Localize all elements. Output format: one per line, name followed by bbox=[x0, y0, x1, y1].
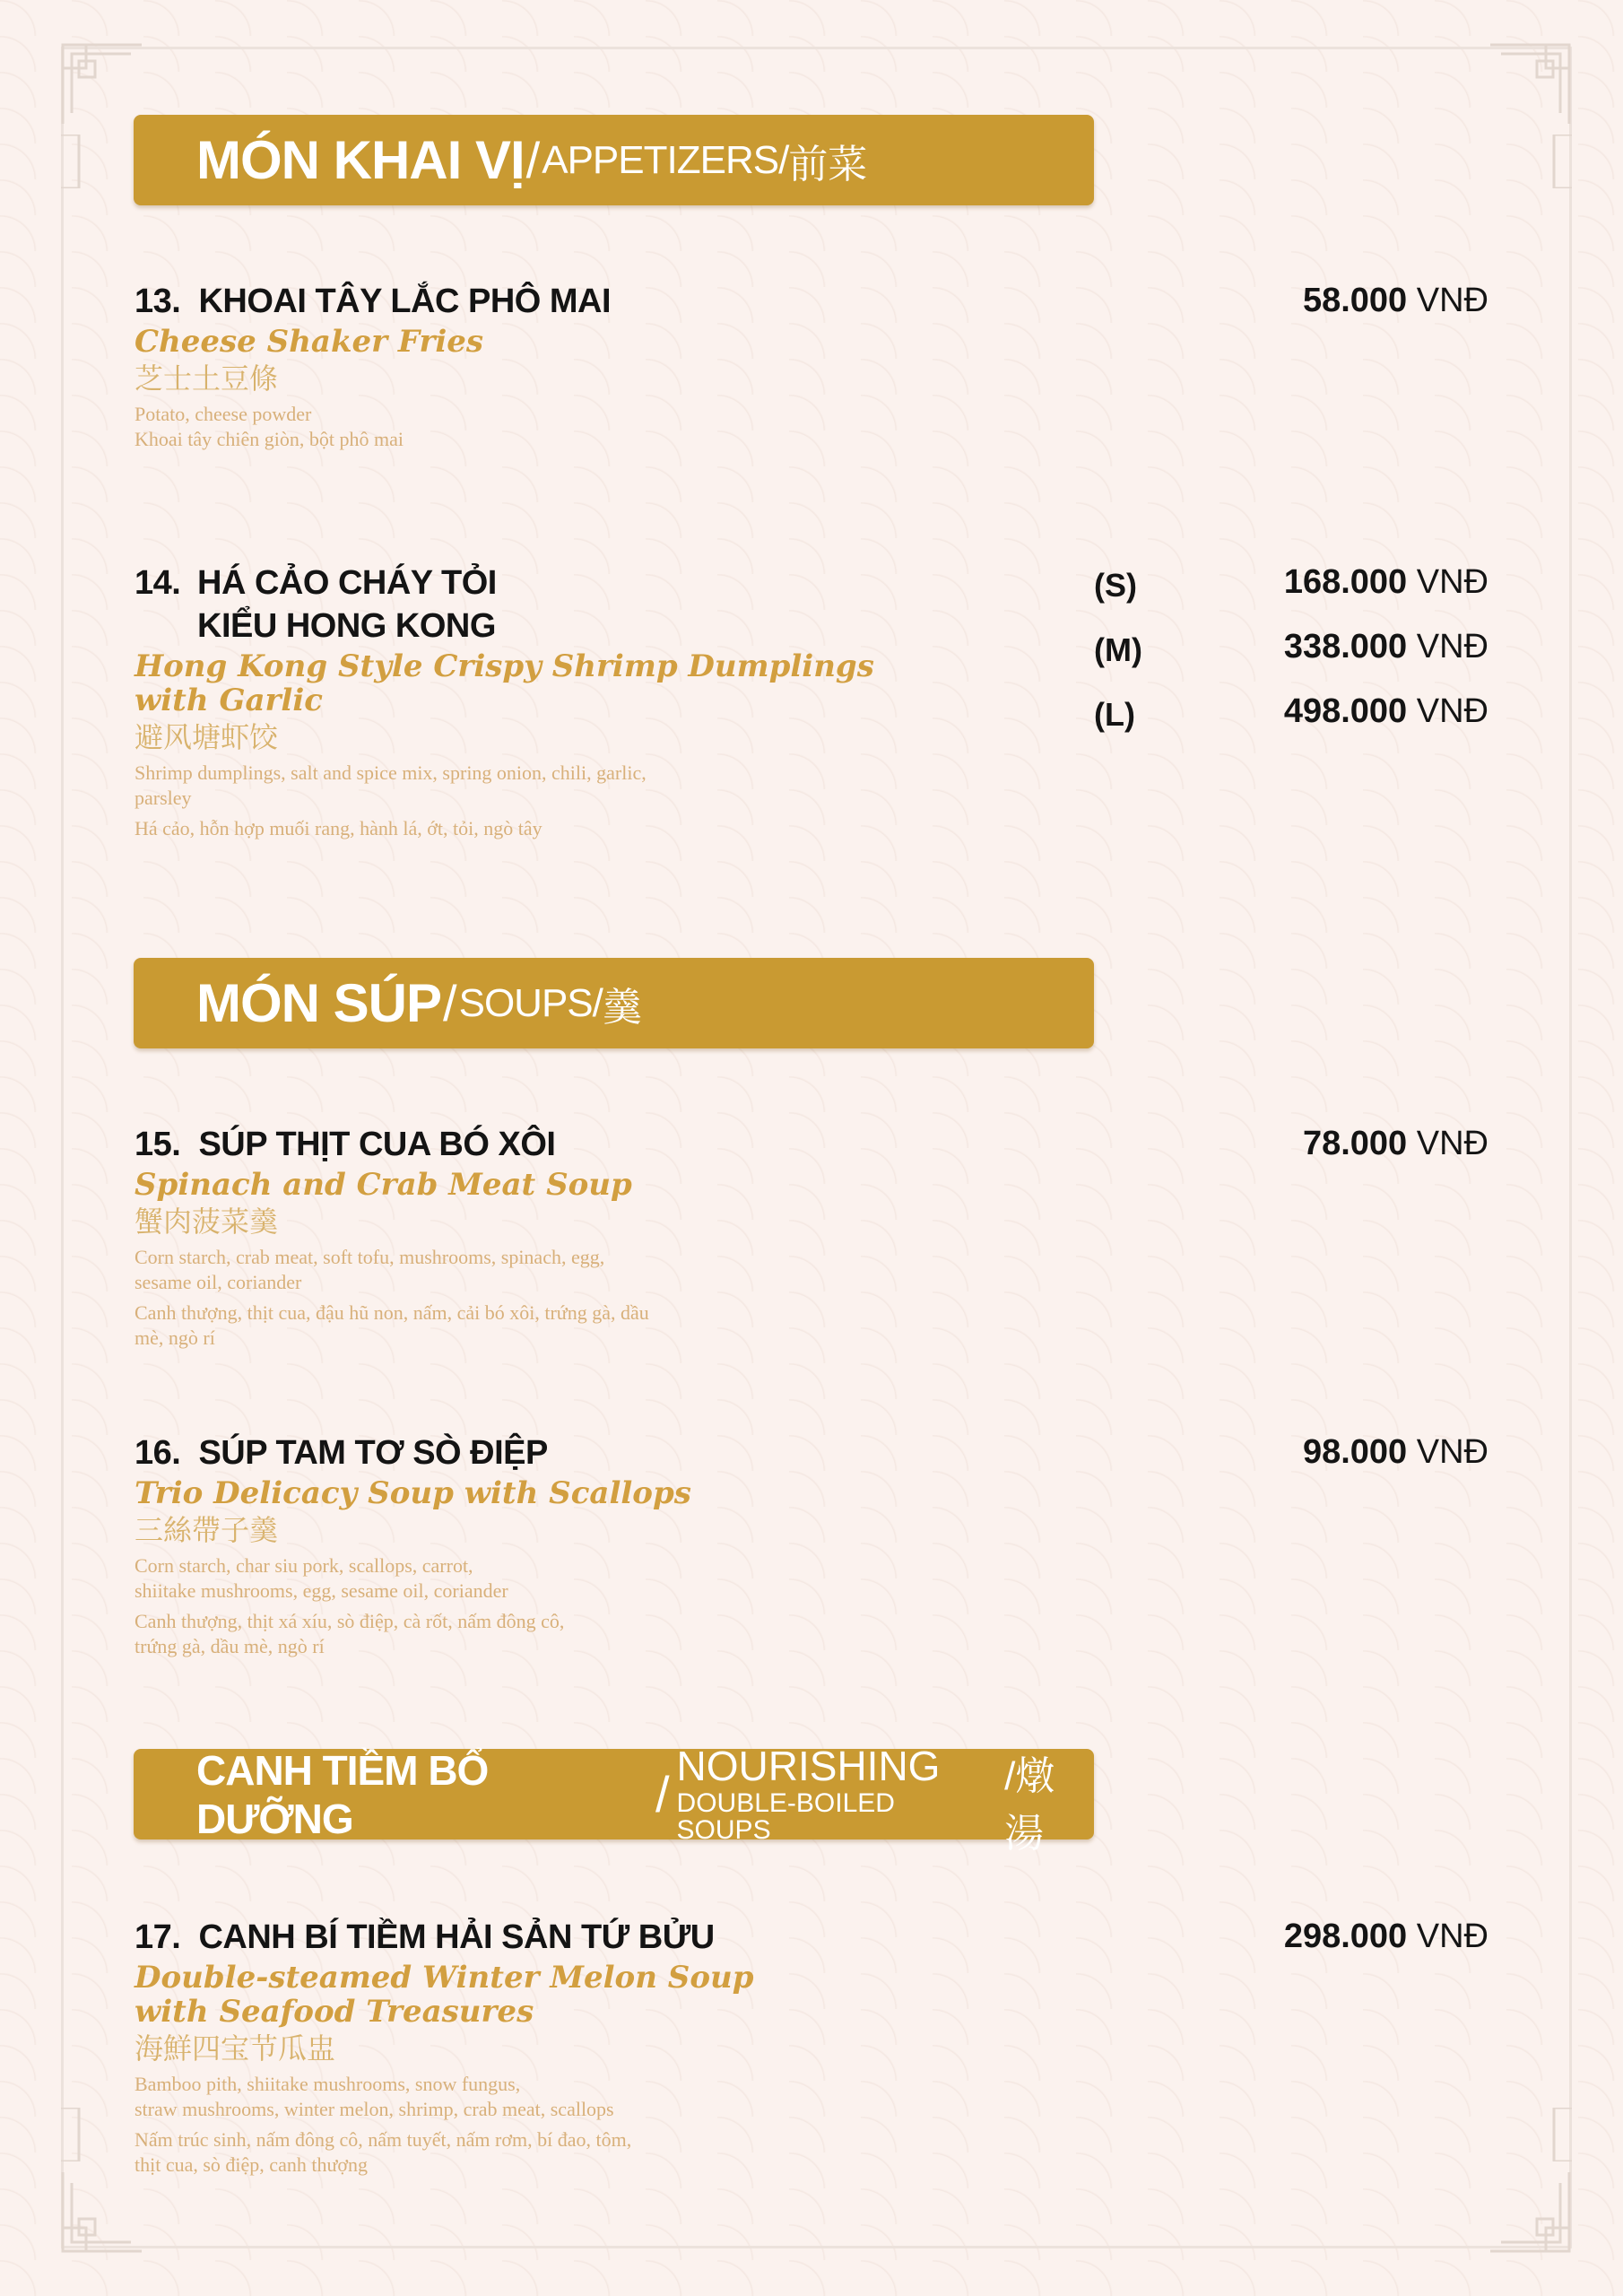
dish-description-vn: Canh thượng, thịt xá xíu, sò điệp, cà rốt, nấm đông cô, trứng gà, dầu mè, ngò rí bbox=[135, 1610, 565, 1657]
section-banner-nourishing bbox=[134, 1742, 1094, 1856]
section-title-zh: 前菜 bbox=[788, 142, 868, 187]
corner-ornament-icon bbox=[59, 2169, 145, 2255]
dish-description-en: Corn starch, crab meat, soft tofu, mushrooms, spinach, egg, sesame oil, coriander bbox=[135, 1246, 605, 1293]
dish-name: HÁ CẢO CHÁY TỎI KIỂU HONG KONG bbox=[197, 564, 497, 645]
price-amount: 168.000 bbox=[1283, 563, 1408, 601]
dish-name: SÚP TAM TƠ SÒ ĐIỆP bbox=[198, 1434, 548, 1472]
dish-description-vn: Khoai tây chiên giòn, bột phô mai bbox=[135, 428, 404, 450]
dish-name-zh: 蟹肉菠菜羹 bbox=[135, 1205, 279, 1238]
price-currency: VNĐ bbox=[1416, 1433, 1488, 1471]
section-separator: / bbox=[592, 980, 603, 1025]
price-14-l bbox=[1284, 692, 1488, 731]
dish-name-vn bbox=[135, 280, 1497, 323]
price-14-s bbox=[1284, 563, 1488, 602]
price-currency: VNĐ bbox=[1416, 563, 1488, 601]
size-label-m: (M) bbox=[1094, 631, 1142, 668]
price-13 bbox=[1303, 282, 1488, 320]
price-amount: 98.000 bbox=[1302, 1433, 1408, 1471]
dish-description-en: Shrimp dumplings, salt and spice mix, spring onion, chili, garlic, parsley bbox=[135, 761, 647, 809]
dish-name-en: Cheese Shaker Fries bbox=[135, 324, 484, 360]
price-currency: VNĐ bbox=[1416, 1918, 1488, 1955]
dish-name-vn bbox=[135, 1431, 1497, 1474]
side-notch-icon bbox=[1545, 2108, 1572, 2161]
section-title-vn: MÓN KHAI VỊ bbox=[196, 130, 525, 190]
corner-ornament-icon bbox=[1487, 41, 1573, 127]
section-title-vn: MÓN SÚP bbox=[196, 973, 442, 1033]
dish-name-en: Hong Kong Style Crispy Shrimp Dumplings with Garlic bbox=[135, 648, 874, 718]
menu-item-13 bbox=[135, 280, 1497, 452]
section-separator: / bbox=[525, 132, 541, 188]
section-banner-appetizers bbox=[134, 115, 1094, 205]
price-currency: VNĐ bbox=[1416, 628, 1488, 665]
dish-description-en: Potato, cheese powder bbox=[135, 403, 312, 425]
section-title-en-line2: DOUBLE-BOILED SOUPS bbox=[676, 1787, 895, 1845]
dish-name-en: Double-steamed Winter Melon Soup with Seafood Treasures bbox=[135, 1960, 754, 2030]
price-amount: 338.000 bbox=[1283, 628, 1408, 665]
price-amount: 78.000 bbox=[1302, 1125, 1408, 1162]
section-title-en: SOUPS bbox=[458, 980, 593, 1025]
price-amount: 498.000 bbox=[1283, 692, 1408, 730]
corner-ornament-icon bbox=[59, 41, 145, 127]
dish-name: CANH BÍ TIỀM HẢI SẢN TỨ BỬU bbox=[198, 1918, 715, 1956]
price-17 bbox=[1284, 1918, 1488, 1956]
dish-name-zh: 三絲帶子羹 bbox=[135, 1514, 279, 1546]
section-separator: / bbox=[778, 137, 789, 182]
dish-name-en: Spinach and Crab Meat Soup bbox=[135, 1167, 632, 1203]
dish-name-zh: 避风塘虾饺 bbox=[135, 721, 279, 753]
size-label-l: (L) bbox=[1094, 696, 1135, 733]
size-label-s: (S) bbox=[1094, 567, 1137, 604]
section-banner-soups bbox=[134, 958, 1094, 1048]
price-currency: VNĐ bbox=[1416, 1125, 1488, 1162]
price-amount: 298.000 bbox=[1283, 1918, 1408, 1955]
dish-number: 16. bbox=[135, 1434, 181, 1472]
dish-name: SÚP THỊT CUA BÓ XÔI bbox=[198, 1126, 556, 1163]
dish-description-vn: Nấm trúc sinh, nấm đông cô, nấm tuyết, nấm rơm, bí đao, tôm, thịt cua, sò điệp, canh thượng bbox=[135, 2128, 632, 2176]
dish-name-zh: 海鮮四宝节瓜盅 bbox=[135, 2032, 336, 2065]
dish-name-vn bbox=[135, 1123, 1497, 1166]
section-separator: / bbox=[655, 1766, 670, 1822]
dish-description-vn: Há cảo, hỗn hợp muối rang, hành lá, ớt, tỏi, ngò tây bbox=[135, 817, 542, 839]
dish-description-en: Corn starch, char siu pork, scallops, carrot, shiitake mushrooms, egg, sesame oil, coriander bbox=[135, 1554, 508, 1602]
section-separator: / bbox=[443, 975, 457, 1031]
price-16 bbox=[1303, 1433, 1488, 1472]
corner-ornament-icon bbox=[1487, 2169, 1573, 2255]
dish-name: KHOAI TÂY LẮC PHÔ MAI bbox=[198, 283, 612, 320]
dish-description-vn: Canh thượng, thịt cua, đậu hũ non, nấm, cải bó xôi, trứng gà, dầu mè, ngò rí bbox=[135, 1301, 649, 1349]
dish-name-en: Trio Delicacy Soup with Scallops bbox=[135, 1475, 691, 1511]
dish-number: 15. bbox=[135, 1126, 181, 1163]
menu-item-15 bbox=[135, 1123, 1497, 1351]
price-15 bbox=[1303, 1125, 1488, 1163]
section-title-zh: 羹 bbox=[602, 985, 642, 1030]
section-title-en bbox=[676, 1742, 996, 1845]
section-title-en-line1: NOURISHING bbox=[676, 1742, 941, 1789]
dish-number: 14. bbox=[135, 564, 181, 602]
price-currency: VNĐ bbox=[1416, 692, 1488, 730]
dish-number: 13. bbox=[135, 283, 181, 320]
price-amount: 58.000 bbox=[1302, 282, 1408, 319]
price-currency: VNĐ bbox=[1416, 282, 1488, 319]
menu-item-16 bbox=[135, 1431, 1497, 1659]
side-notch-icon bbox=[1545, 135, 1572, 188]
section-title-zh: /燉湯 bbox=[1004, 1753, 1055, 1856]
side-notch-icon bbox=[61, 135, 88, 188]
side-notch-icon bbox=[61, 2108, 88, 2161]
dish-description-en: Bamboo pith, shiitake mushrooms, snow fungus, straw mushrooms, winter melon, shrimp, crab meat, scallops bbox=[135, 2073, 614, 2120]
dish-name-zh: 芝士土豆條 bbox=[135, 362, 279, 395]
section-title-vn: CANH TIỀM BỔ DƯỠNG bbox=[196, 1746, 489, 1842]
section-title-en: APPETIZERS bbox=[542, 137, 779, 182]
price-14-m bbox=[1284, 628, 1488, 666]
dish-number: 17. bbox=[135, 1918, 181, 1956]
